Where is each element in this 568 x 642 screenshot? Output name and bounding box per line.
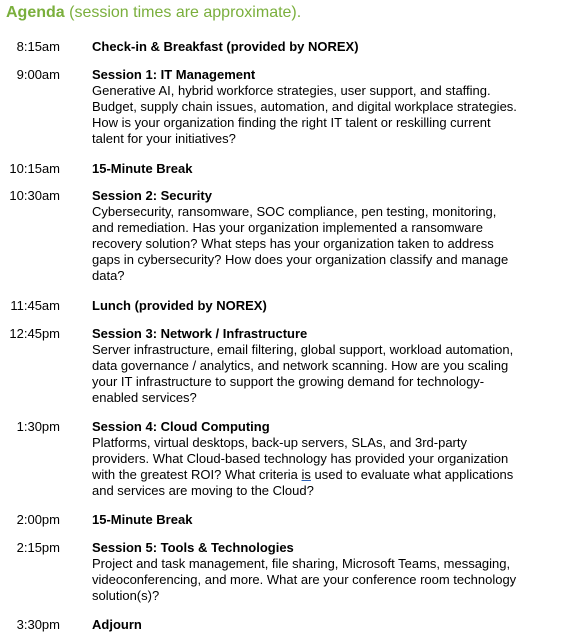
description-line: How is your organization finding the right IT talent or reskilling current	[92, 115, 491, 130]
underlined-word: is	[301, 467, 311, 482]
agenda-content	[92, 540, 564, 604]
agenda-title-text: 15-Minute Break	[92, 512, 193, 527]
description-line: data?	[92, 268, 125, 283]
agenda-time: 8:15am	[16, 39, 60, 54]
agenda-time: 11:45am	[10, 298, 60, 313]
description-line: your IT infrastructure to support the growing demand for technology-	[92, 374, 485, 389]
description-line: Cybersecurity, ransomware, SOC compliance, pen testing, monitoring,	[92, 204, 497, 219]
description-line: and remediation. Has your organization implemented a ransomware	[92, 220, 483, 235]
agenda-description	[92, 204, 564, 284]
agenda-time: 10:30am	[9, 188, 60, 203]
agenda-content	[92, 39, 564, 55]
description-line	[92, 467, 564, 483]
description-line: data governance / analytics, and network scanning. How are you scaling	[92, 358, 509, 373]
description-segment: with the greatest ROI? What criteria	[92, 467, 302, 482]
agenda-description	[92, 435, 564, 499]
agenda-time: 10:15am	[9, 161, 60, 176]
agenda-content	[92, 419, 564, 499]
agenda-title: Agenda	[6, 4, 65, 21]
agenda-title-text: Lunch (provided by NOREX)	[92, 298, 267, 313]
agenda-time: 3:30pm	[16, 617, 60, 632]
description-line: recovery solution? What steps has your organization taken to address	[92, 236, 494, 251]
agenda-content	[92, 512, 564, 528]
agenda-title-text: Session 4: Cloud Computing	[92, 419, 270, 434]
description-line: Server infrastructure, email filtering, global support, workload automation,	[92, 342, 514, 357]
description-line: enabled services?	[92, 390, 197, 405]
description-line: Platforms, virtual desktops, back-up servers, SLAs, and 3rd-party	[92, 435, 467, 450]
agenda-heading	[6, 3, 301, 23]
agenda-time: 2:15pm	[16, 540, 60, 555]
agenda-title-text: Session 1: IT Management	[92, 67, 256, 82]
description-line: Generative AI, hybrid workforce strategies, user support, and staffing.	[92, 83, 491, 98]
agenda-title-text: Check-in & Breakfast (provided by NOREX)	[92, 39, 359, 54]
agenda-content	[92, 67, 564, 147]
agenda-description	[92, 556, 564, 604]
agenda-title-text: Session 2: Security	[92, 188, 212, 203]
description-line: videoconferencing, and more. What are your conference room technology	[92, 572, 517, 587]
agenda-title-text: Session 3: Network / Infrastructure	[92, 326, 308, 341]
agenda-content	[92, 298, 564, 314]
description-line: Project and task management, file sharing, Microsoft Teams, messaging,	[92, 556, 511, 571]
agenda-description	[92, 83, 564, 147]
description-segment: used to evaluate what applications	[310, 467, 514, 482]
description-line: talent for your initiatives?	[92, 131, 236, 146]
agenda-title-text: 15-Minute Break	[92, 161, 193, 176]
agenda-description	[92, 342, 564, 406]
agenda-time: 12:45pm	[9, 326, 60, 341]
agenda-content	[92, 161, 564, 177]
description-line: gaps in cybersecurity? How does your organization classify and manage	[92, 252, 509, 267]
description-line: providers. What Cloud-based technology has provided your organization	[92, 451, 509, 466]
agenda-time: 9:00am	[16, 67, 60, 82]
agenda-content	[92, 188, 564, 284]
agenda-subtitle: (session times are approximate).	[64, 4, 302, 21]
agenda-title-text: Adjourn	[92, 617, 142, 632]
description-line: and services are moving to the Cloud?	[92, 483, 314, 498]
description-line: Budget, supply chain issues, automation, and digital workplace strategies.	[92, 99, 517, 114]
agenda-content	[92, 617, 564, 633]
agenda-time: 1:30pm	[16, 419, 60, 434]
agenda-title-text: Session 5: Tools & Technologies	[92, 540, 294, 555]
agenda-time: 2:00pm	[16, 512, 60, 527]
agenda-content	[92, 326, 564, 406]
description-line: solution(s)?	[92, 588, 160, 603]
